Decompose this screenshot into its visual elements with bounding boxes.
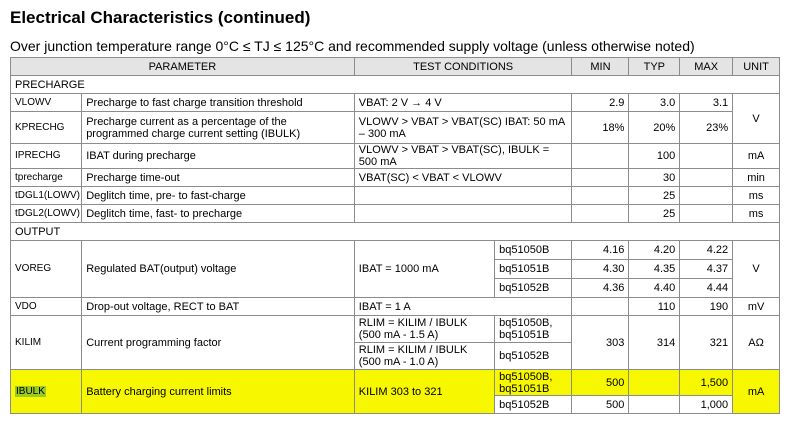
header-test-conditions: TEST CONDITIONS [354,58,572,76]
min-cell: 303 [572,316,629,370]
parameter-cell: Drop-out voltage, RECT to BAT [82,298,355,316]
min-cell [572,187,629,205]
parameter-cell: Precharge time-out [82,169,355,187]
max-cell [680,205,733,223]
max-cell: 4.22 [680,241,733,260]
symbol-cell: tDGL1(LOWV) [11,187,82,205]
symbol-cell: tDGL2(LOWV) [11,205,82,223]
min-cell: 4.30 [572,260,629,279]
table-row [11,169,780,187]
table-row [11,298,780,316]
condition-cell [354,187,572,205]
table-row [11,144,780,169]
section-label: OUTPUT [11,223,780,241]
unit-cell: V [733,241,780,298]
header-unit: UNIT [733,58,780,76]
page-heading: Electrical Characteristics (continued) [10,8,311,27]
min-cell: 4.36 [572,279,629,298]
min-cell [572,298,629,316]
table-row [11,112,780,144]
max-cell: 3.1 [680,94,733,112]
header-row [11,58,780,76]
parameter-cell: Regulated BAT(output) voltage [82,241,355,298]
min-cell: 500 [572,396,629,414]
electrical-characteristics-table [10,57,780,414]
typ-cell: 30 [629,169,680,187]
symbol-cell: KILIM [11,316,82,370]
symbol-cell: KPRECHG [11,112,82,144]
condition-cell: VBAT(SC) < VBAT < VLOWV [354,169,572,187]
max-cell: 4.44 [680,279,733,298]
parameter-cell: Current programming factor [82,316,355,370]
parameter-cell: Precharge current as a percentage of the programmed charge current setting (IBULK) [82,112,355,144]
section-precharge [11,76,780,94]
part-cell: bq51052B [495,343,572,370]
condition-cell: VLOWV > VBAT > VBAT(SC) IBAT: 50 mA – 300 mA [354,112,572,144]
table-row [11,205,780,223]
condition-cell: VBAT: 2 V → 4 V [354,94,572,112]
part-cell: bq51050B, bq51051B [495,370,572,396]
symbol-cell: VLOWV [11,94,82,112]
table-row [11,241,780,260]
symbol-cell: VDO [11,298,82,316]
typ-cell [629,370,680,396]
max-cell: 321 [680,316,733,370]
header-parameter: PARAMETER [11,58,355,76]
table-row [11,94,780,112]
part-cell: bq51052B [495,396,572,414]
highlighted-symbol: IBULK [16,385,45,397]
header-max: MAX [680,58,733,76]
min-cell: 2.9 [572,94,629,112]
typ-cell: 20% [629,112,680,144]
max-cell: 4.37 [680,260,733,279]
condition-cell: RLIM = KILIM / IBULK (500 mA - 1.5 A) [354,316,494,343]
condition-cell: VLOWV > VBAT > VBAT(SC), IBULK = 500 mA [354,144,572,169]
condition-cell: RLIM = KILIM / IBULK (500 mA - 1.0 A) [354,343,494,370]
part-cell: bq51051B [495,260,572,279]
max-cell [680,187,733,205]
condition-cell: IBAT = 1 A [354,298,572,316]
table-row [11,316,780,343]
typ-cell: 3.0 [629,94,680,112]
section-output [11,223,780,241]
condition-cell [354,205,572,223]
min-cell: 4.16 [572,241,629,260]
min-cell [572,205,629,223]
typ-cell [629,396,680,414]
unit-cell: mA [733,370,780,414]
symbol-cell [11,370,82,414]
part-cell: bq51052B [495,279,572,298]
max-cell [680,144,733,169]
page-subheading: Over junction temperature range 0°C ≤ TJ ≤ 125°C and recommended supply voltage (unless otherwise noted) [10,38,695,54]
table-row-highlighted [11,370,780,396]
max-cell: 1,000 [680,396,733,414]
unit-cell: mA [733,144,780,169]
min-cell [572,169,629,187]
typ-cell: 25 [629,187,680,205]
parameter-cell: IBAT during precharge [82,144,355,169]
unit-cell: mV [733,298,780,316]
typ-cell: 4.35 [629,260,680,279]
max-cell [680,169,733,187]
header-min: MIN [572,58,629,76]
parameter-cell: Battery charging current limits [82,370,355,414]
typ-cell: 100 [629,144,680,169]
parameter-cell: Deglitch time, fast- to precharge [82,205,355,223]
table-row [11,187,780,205]
min-cell: 500 [572,370,629,396]
header-typ: TYP [629,58,680,76]
max-cell: 1,500 [680,370,733,396]
condition-cell: IBAT = 1000 mA [354,241,494,298]
max-cell: 23% [680,112,733,144]
symbol-cell: tprecharge [11,169,82,187]
parameter-cell: Precharge to fast charge transition threshold [82,94,355,112]
symbol-cell: IPRECHG [11,144,82,169]
unit-cell: ms [733,187,780,205]
unit-cell: AΩ [733,316,780,370]
part-cell: bq51050B, bq51051B [495,316,572,343]
symbol-cell: VOREG [11,241,82,298]
condition-cell: KILIM 303 to 321 [354,370,494,414]
unit-cell: V [733,94,780,144]
part-cell: bq51050B [495,241,572,260]
unit-cell: min [733,169,780,187]
section-label: PRECHARGE [11,76,780,94]
typ-cell: 4.40 [629,279,680,298]
min-cell [572,144,629,169]
typ-cell: 25 [629,205,680,223]
min-cell: 18% [572,112,629,144]
typ-cell: 314 [629,316,680,370]
unit-cell: ms [733,205,780,223]
typ-cell: 110 [629,298,680,316]
max-cell: 190 [680,298,733,316]
parameter-cell: Deglitch time, pre- to fast-charge [82,187,355,205]
typ-cell: 4.20 [629,241,680,260]
